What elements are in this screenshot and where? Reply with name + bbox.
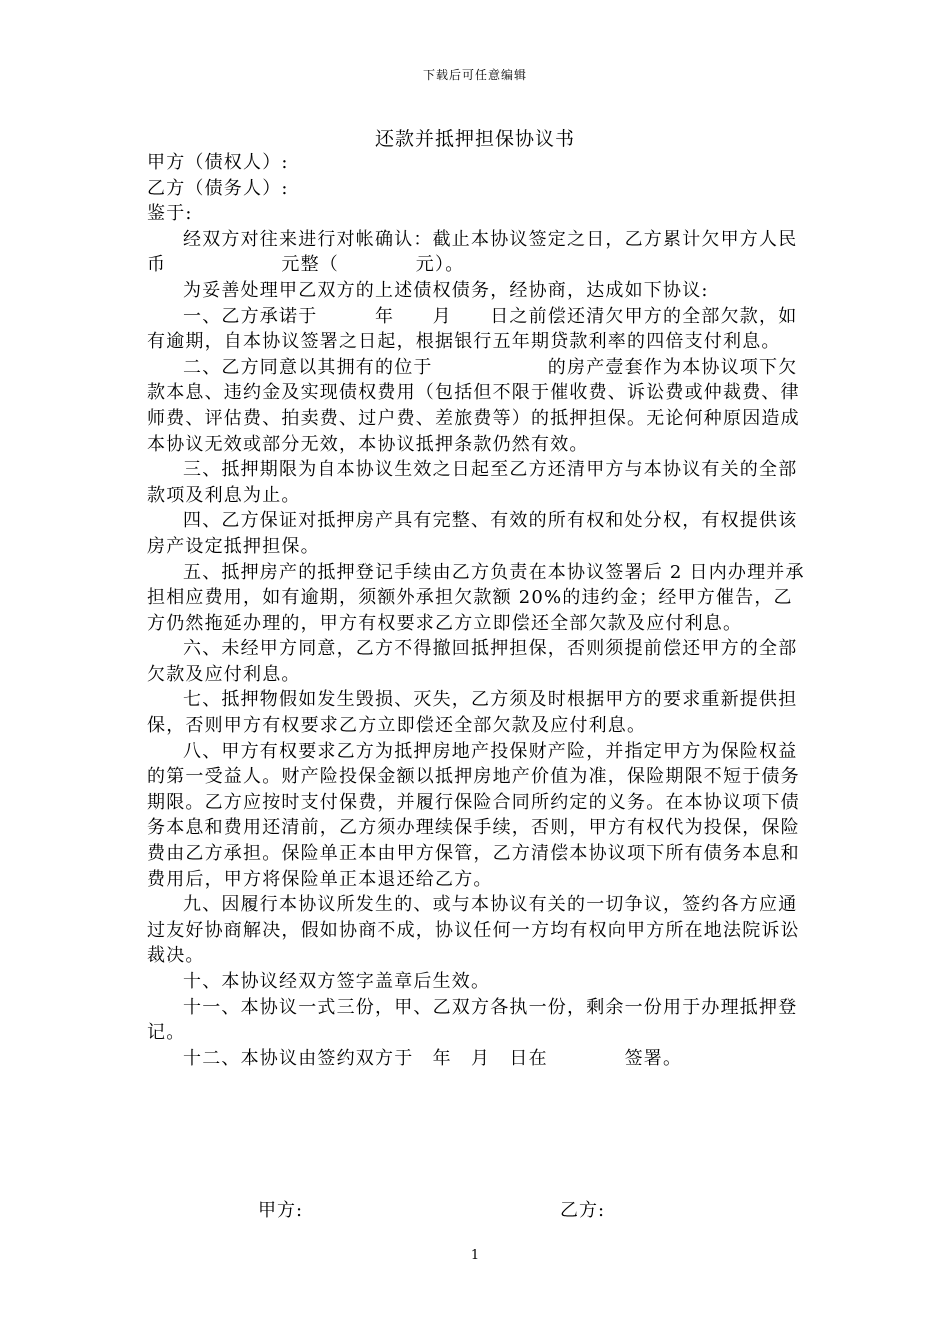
clause-8: 八、甲方有权要求乙方为抵押房地产投保财产险，并指定甲方为保险权益的第一受益人。财产险投保金额以抵押房地产价值为准，保险期限不短于债务期限。乙方应按时支付保费，并履行保险合同所约定的义务。在本协议项下债务本息和费用还清前，乙方须办理续保手续，否则，甲方有权代为投保，保险费由乙方承担。保险单正本由甲方保管，乙方清偿本协议项下所有债务本息和费用后，甲方将保险单正本退还给乙方。 [147,740,800,890]
whereas-line: 鉴于: [147,203,193,225]
party-a-line: 甲方（债权人）: [147,152,289,173]
signature-party-a: 甲方: [258,1200,304,1221]
clause-4: 四、乙方保证对抵押房产具有完整、有效的所有权和处分权，有权提供该房产设定抵押担保。 [147,510,798,557]
clause-2: 二、乙方同意以其拥有的位于 的房产壹套作为本协议项下欠款本息、违约金及实现债权费用（包括但不限于催收费、诉讼费或仲裁费、律师费、评估费、拍卖费、过户费、差旅费等）的抵押担保。无论何种原因造成本协议无效或部分无效，本协议抵押条款仍然有效。 [147,356,800,455]
clause-3: 三、抵押期限为自本协议生效之日起至乙方还清甲方与本协议有关的全部款项及利息为止。 [147,459,798,506]
clause-5: 五、抵押房产的抵押登记手续由乙方负责在本协议签署后 2 日内办理并承担相应费用，如有逾期，须额外承担欠款额 20%的违约金；经甲方催告，乙方仍然拖延办理的，甲方有权要求乙方立即偿还全部欠款及应付利息。 [147,561,805,634]
paragraph-agreement-intro: 为妥善处理甲乙双方的上述债权债务，经协商，达成如下协议: [183,279,709,301]
clause-7: 七、抵押物假如发生毁损、灭失，乙方须及时根据甲方的要求重新提供担保，否则甲方有权要求乙方立即偿还全部欠款及应付利息。 [147,689,798,737]
clause-10: 十、本协议经双方签字盖章后生效。 [183,971,491,992]
document-body [147,150,807,1071]
page-number: 1 [470,1248,480,1263]
clause-11: 十一、本协议一式三份，甲、乙双方各执一份，剩余一份用于办理抵押登记。 [147,996,798,1044]
clause-1: 一、乙方承诺于 年 月 日之前偿还清欠甲方的全部欠款，如有逾期，自本协议签署之日起，根据银行五年期贷款利率的四倍支付利息。 [147,305,798,353]
clause-12: 十二、本协议由签约双方于 年 月 日在 签署。 [183,1047,683,1069]
page-header: 下载后可任意编辑 [422,68,527,82]
document-title: 还款并抵押担保协议书 [374,128,575,150]
signature-party-b: 乙方: [560,1200,606,1221]
party-b-line: 乙方（债务人）: [147,177,289,199]
clause-6: 六、未经甲方同意，乙方不得撤回抵押担保，否则须提前偿还甲方的全部欠款及应付利息。 [147,638,798,685]
clause-9: 九、因履行本协议所发生的、或与本协议有关的一切争议，签约各方应通过友好协商解决，假如协商不成，协议任何一方均有权向甲方所在地法院诉讼裁决。 [147,894,800,967]
paragraph-debt-confirmation: 经双方对往来进行对帐确认：截止本协议签定之日，乙方累计欠甲方人民币 元整（ 元）。 [147,228,798,276]
